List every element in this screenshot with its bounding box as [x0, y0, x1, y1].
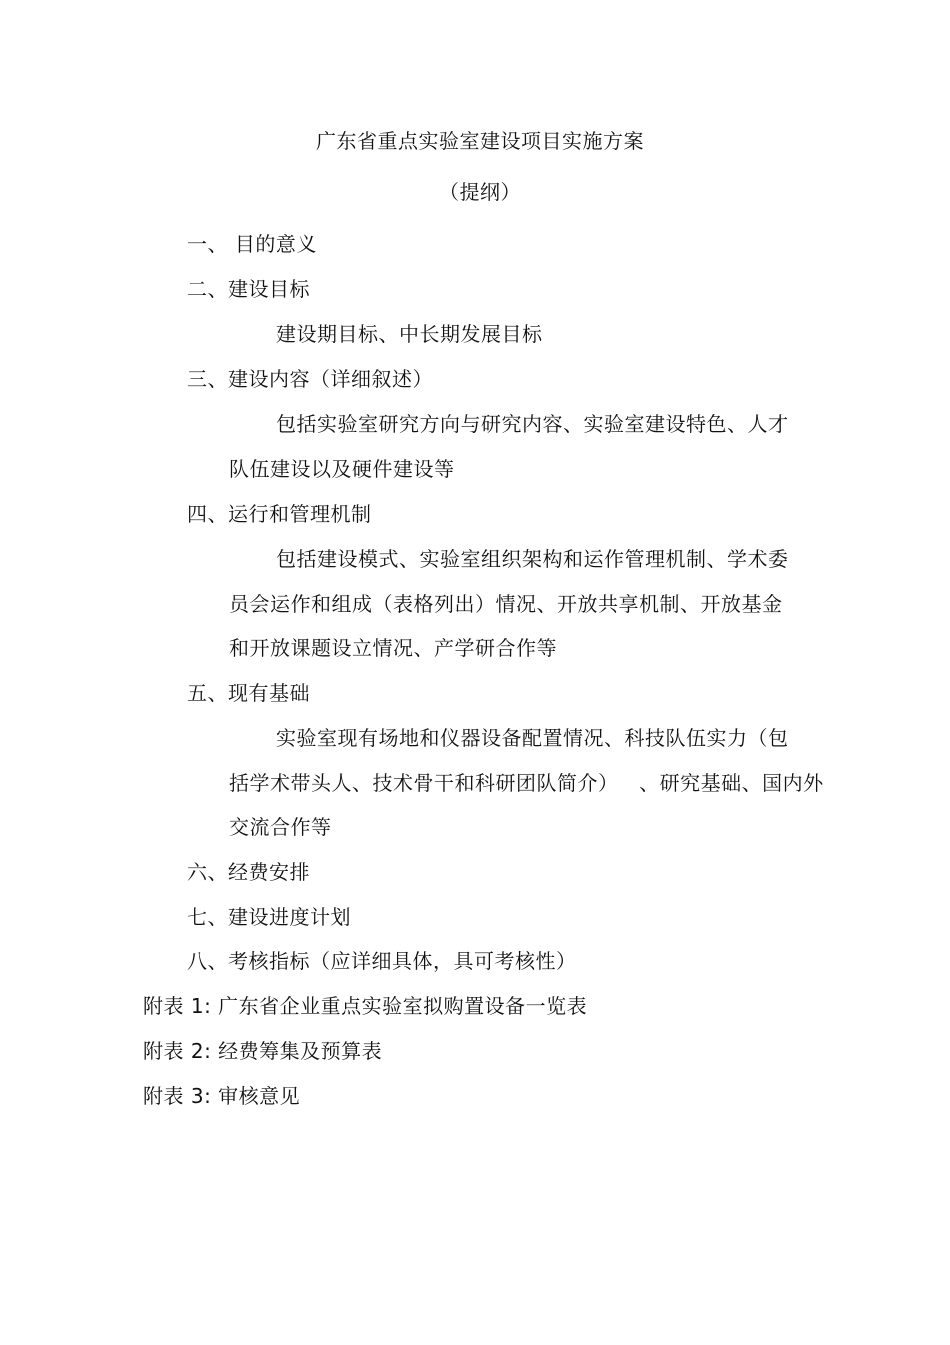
document-subtitle: （提纲）: [439, 180, 521, 204]
section-2-heading: 二、建设目标: [187, 277, 310, 301]
section-4-body-line: 员会运作和组成（表格列出）情况、开放共享机制、开放基金: [229, 592, 783, 616]
section-3-heading: 三、建设内容（详细叙述）: [187, 367, 433, 391]
appendix-1: 附表 1: 广东省企业重点实验室拟购置设备一览表: [143, 994, 588, 1018]
section-5-heading: 五、现有基础: [187, 681, 310, 705]
section-4-body-line: 包括建设模式、实验室组织架构和运作管理机制、学术委: [276, 547, 789, 571]
section-3-body-line: 包括实验室研究方向与研究内容、实验室建设特色、人才: [276, 412, 789, 436]
section-5-body-line: 括学术带头人、技术骨干和科研团队简介） 、研究基础、国内外: [229, 771, 824, 795]
section-8-heading: 八、考核指标（应详细具体，具可考核性）: [187, 949, 577, 973]
section-5-body-line: 实验室现有场地和仪器设备配置情况、科技队伍实力（包: [276, 726, 789, 750]
appendix-3: 附表 3: 审核意见: [143, 1084, 301, 1108]
section-6-heading: 六、经费安排: [187, 860, 310, 884]
section-1-heading: 一、 目的意义: [187, 232, 317, 256]
section-2-body-line: 建设期目标、中长期发展目标: [276, 322, 543, 346]
section-5-body-line: 交流合作等: [229, 815, 332, 839]
section-4-body-line: 和开放课题设立情况、产学研合作等: [229, 636, 557, 660]
section-7-heading: 七、建设进度计划: [187, 905, 351, 929]
section-4-heading: 四、运行和管理机制: [187, 502, 372, 526]
appendix-2: 附表 2: 经费筹集及预算表: [143, 1039, 383, 1063]
document-title: 广东省重点实验室建设项目实施方案: [316, 129, 644, 153]
section-3-body-line: 队伍建设以及硬件建设等: [229, 457, 455, 481]
